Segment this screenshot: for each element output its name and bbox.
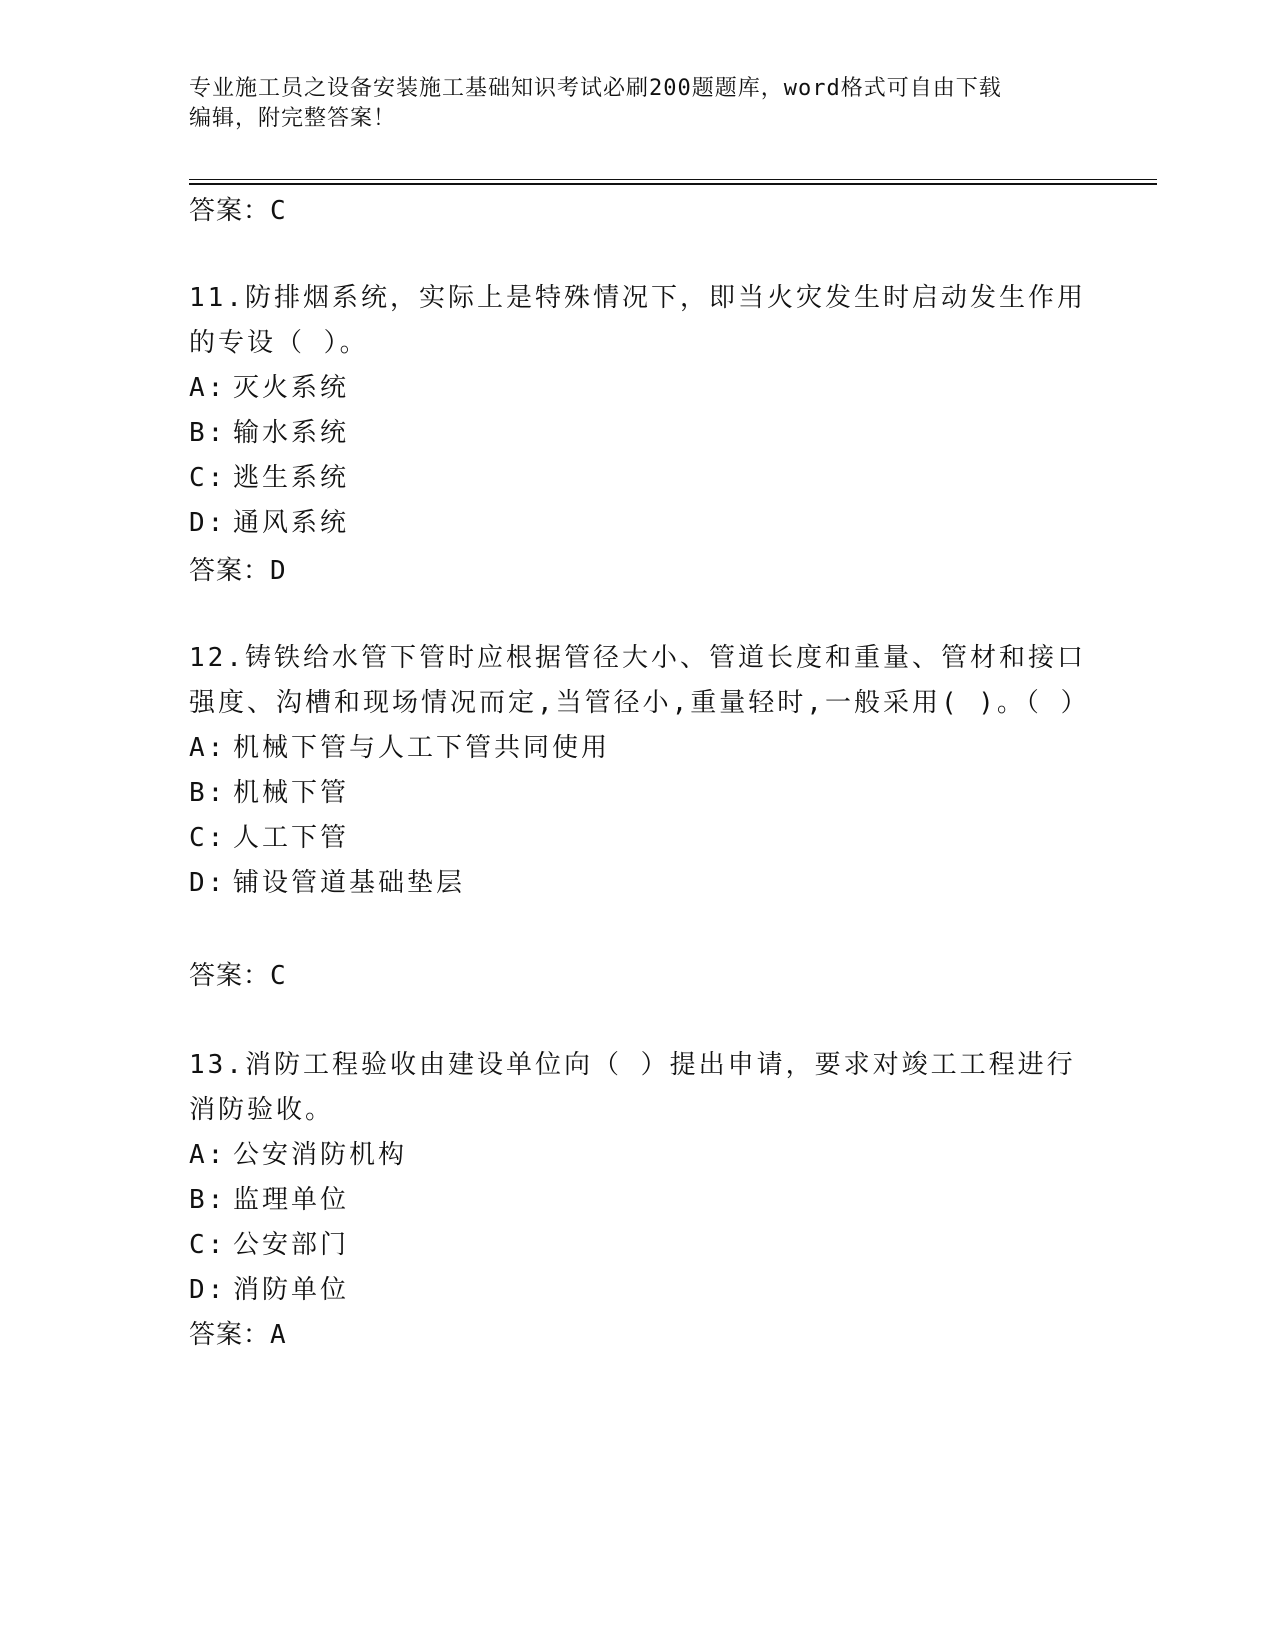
option-a [189, 1133, 1089, 1178]
option-d [189, 861, 1089, 906]
option-text: 人工下管 [233, 823, 350, 853]
option-key: D: [189, 868, 227, 898]
option-text: 逃生系统 [233, 463, 350, 493]
question-stem: 13.消防工程验收由建设单位向（ ）提出申请，要求对竣工工程进行消防验收。 [189, 1050, 1076, 1125]
question-12 [189, 636, 1089, 906]
answer-value: A [270, 1320, 287, 1350]
answer-label: 答案： [189, 1320, 271, 1350]
option-d [189, 501, 1089, 546]
option-text: 灭火系统 [233, 373, 350, 403]
answer-12 [189, 955, 287, 992]
option-key: C: [189, 463, 227, 493]
answer-value: D [270, 556, 287, 586]
answer-value: C [270, 196, 287, 226]
option-key: C: [189, 823, 227, 853]
option-text: 消防单位 [233, 1275, 350, 1305]
option-key: B: [189, 1185, 227, 1215]
option-c [189, 816, 1089, 861]
option-text: 输水系统 [233, 418, 350, 448]
option-key: D: [189, 1275, 227, 1305]
answer-11 [189, 550, 287, 587]
question-stem: 11.防排烟系统，实际上是特殊情况下，即当火灾发生时启动发生作用的专设（ ）。 [189, 283, 1086, 358]
option-key: A: [189, 1140, 227, 1170]
option-text: 铺设管道基础垫层 [233, 868, 466, 898]
option-b [189, 411, 1089, 456]
document-header [189, 74, 1069, 134]
question-stem: 12.铸铁给水管下管时应根据管径大小、管道长度和重量、管材和接口强度、沟槽和现场情况而定,当管径小,重量轻时,一般采用( )。（ ） [189, 643, 1090, 718]
option-c [189, 1223, 1089, 1268]
header-divider-thick [189, 183, 1157, 185]
option-key: A: [189, 733, 227, 763]
option-text: 监理单位 [233, 1185, 350, 1215]
option-key: B: [189, 778, 227, 808]
option-b [189, 771, 1089, 816]
header-line-2: 编辑，附完整答案！ [189, 106, 397, 131]
option-text: 机械下管 [233, 778, 350, 808]
answer-label: 答案： [189, 556, 271, 586]
option-text: 公安消防机构 [233, 1140, 408, 1170]
question-11 [189, 276, 1089, 546]
option-key: C: [189, 1230, 227, 1260]
option-key: D: [189, 508, 227, 538]
previous-answer [189, 190, 287, 227]
option-text: 通风系统 [233, 508, 350, 538]
option-a [189, 726, 1089, 771]
answer-13 [189, 1314, 287, 1351]
option-key: B: [189, 418, 227, 448]
header-line-1: 专业施工员之设备安装施工基础知识考试必刷200题题库，word格式可自由下载 [189, 76, 1002, 101]
question-13 [189, 1043, 1089, 1313]
option-key: A: [189, 373, 227, 403]
option-d [189, 1268, 1089, 1313]
option-b [189, 1178, 1089, 1223]
option-text: 公安部门 [233, 1230, 350, 1260]
option-a [189, 366, 1089, 411]
answer-label: 答案： [189, 196, 271, 226]
answer-label: 答案： [189, 961, 271, 991]
header-divider-thin [189, 179, 1157, 180]
option-text: 机械下管与人工下管共同使用 [233, 733, 611, 763]
answer-value: C [270, 961, 287, 991]
option-c [189, 456, 1089, 501]
